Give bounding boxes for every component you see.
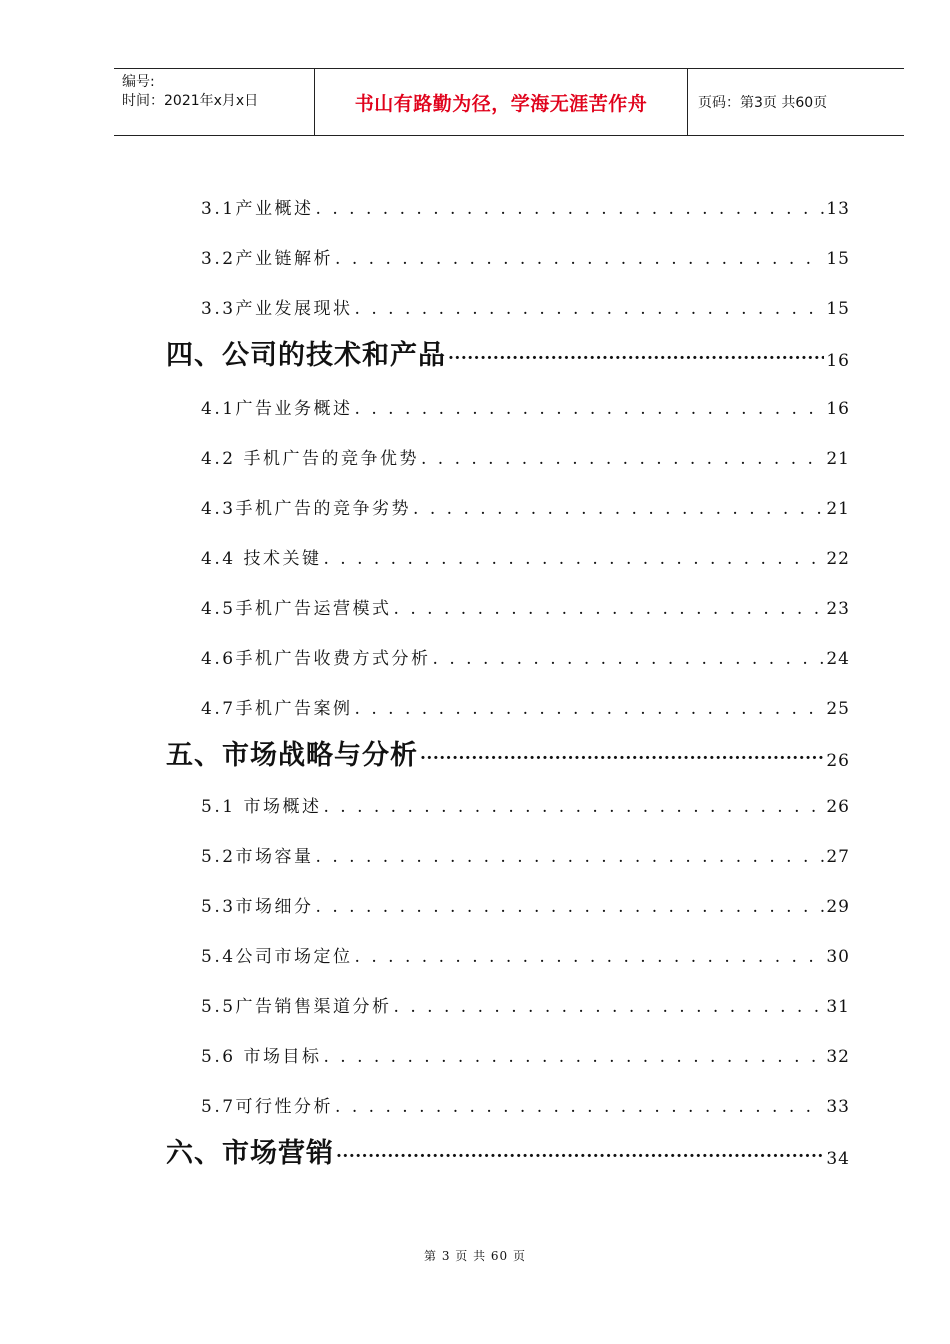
- toc-entry-page-number: 22: [826, 549, 850, 569]
- toc-chapter-entry[interactable]: [166, 338, 850, 374]
- toc-entry-page-number: 25: [826, 699, 850, 719]
- toc-dot-leader: [448, 336, 824, 372]
- toc-entry-title: 5.4公司市场定位: [201, 947, 353, 967]
- toc-entry-title: 4.4 技术关键: [201, 549, 322, 569]
- toc-dot-leader: [335, 246, 824, 272]
- toc-entry-title: 4.1广告业务概述: [201, 399, 353, 419]
- toc-chapter-entry[interactable]: [166, 1136, 850, 1172]
- toc-dot-leader: [355, 296, 825, 322]
- page-footer: 第 3 页 共 60 页: [424, 1249, 526, 1263]
- toc-dot-leader: [394, 596, 825, 622]
- toc-entry-title: 5.6 市场目标: [201, 1047, 322, 1067]
- toc-dot-leader: [420, 736, 824, 772]
- toc-section-entry[interactable]: [201, 794, 850, 820]
- toc-entry-title: 5.7可行性分析: [201, 1097, 334, 1117]
- toc-entry-page-number: 32: [826, 1047, 850, 1067]
- header-motto: 书山有路勤为径，学海无涯苦作舟: [315, 69, 688, 135]
- toc-section-entry[interactable]: [201, 296, 850, 322]
- toc-entry-page-number: 15: [826, 299, 850, 319]
- toc-entry-title: 4.5手机广告运营模式: [201, 599, 392, 619]
- toc-dot-leader: [355, 396, 825, 422]
- toc-section-entry[interactable]: [201, 994, 850, 1020]
- toc-dot-leader: [394, 994, 825, 1020]
- toc-dot-leader: [323, 1044, 824, 1070]
- toc-dot-leader: [335, 1094, 824, 1120]
- toc-entry-title: 3.1产业概述: [201, 199, 314, 219]
- toc-entry-title: 4.2 手机广告的竞争优势: [201, 449, 419, 469]
- toc-section-entry[interactable]: [201, 1044, 850, 1070]
- toc-section-entry[interactable]: [201, 196, 850, 222]
- toc-section-entry[interactable]: [201, 894, 850, 920]
- toc-section-entry[interactable]: [201, 696, 850, 722]
- toc-dot-leader: [323, 546, 824, 572]
- toc-dot-leader: [336, 1134, 824, 1170]
- toc-entry-title: 3.2产业链解析: [201, 249, 334, 269]
- header-page-info: 页码：第3页 共60页: [698, 95, 828, 111]
- document-number-label: 编号:: [122, 74, 155, 90]
- toc-dot-leader: [413, 496, 824, 522]
- toc-entry-page-number: 31: [826, 997, 850, 1017]
- toc-section-entry[interactable]: [201, 1094, 850, 1120]
- toc-entry-title: 4.6手机广告收费方式分析: [201, 649, 431, 669]
- toc-entry-page-number: 21: [826, 499, 850, 519]
- toc-entry-page-number: 26: [826, 751, 850, 771]
- toc-entry-title: 4.3手机广告的竞争劣势: [201, 499, 412, 519]
- toc-section-entry[interactable]: [201, 246, 850, 272]
- toc-dot-leader: [355, 944, 825, 970]
- document-time-label: 时间：2021年x月x日: [122, 93, 259, 109]
- toc-entry-page-number: 24: [826, 649, 850, 669]
- toc-entry-title: 5.1 市场概述: [201, 797, 322, 817]
- toc-section-entry[interactable]: [201, 546, 850, 572]
- toc-dot-leader: [421, 446, 824, 472]
- toc-entry-page-number: 16: [826, 399, 850, 419]
- toc-entry-title: 四、公司的技术和产品: [166, 340, 446, 371]
- toc-entry-title: 5.3市场细分: [201, 897, 314, 917]
- toc-entry-title: 5.5广告销售渠道分析: [201, 997, 392, 1017]
- toc-dot-leader: [323, 794, 824, 820]
- toc-entry-page-number: 13: [826, 199, 850, 219]
- toc-chapter-entry[interactable]: [166, 738, 850, 774]
- toc-entry-page-number: 33: [826, 1097, 850, 1117]
- toc-entry-page-number: 30: [826, 947, 850, 967]
- toc-entry-page-number: 23: [826, 599, 850, 619]
- toc-section-entry[interactable]: [201, 944, 850, 970]
- toc-entry-page-number: 16: [826, 351, 850, 371]
- toc-section-entry[interactable]: [201, 446, 850, 472]
- toc-entry-title: 4.7手机广告案例: [201, 699, 353, 719]
- toc-entry-title: 六、市场营销: [166, 1138, 334, 1169]
- toc-entry-page-number: 34: [826, 1149, 850, 1169]
- toc-dot-leader: [316, 894, 825, 920]
- toc-section-entry[interactable]: [201, 844, 850, 870]
- toc-entry-page-number: 21: [826, 449, 850, 469]
- toc-entry-page-number: 27: [826, 847, 850, 867]
- toc-entry-page-number: 26: [826, 797, 850, 817]
- header-meta: [114, 69, 315, 135]
- toc-section-entry[interactable]: [201, 396, 850, 422]
- toc-section-entry[interactable]: [201, 496, 850, 522]
- toc-dot-leader: [316, 196, 825, 222]
- toc-entry-title: 五、市场战略与分析: [166, 740, 418, 771]
- toc-dot-leader: [316, 844, 825, 870]
- page-header: [114, 68, 904, 136]
- toc-section-entry[interactable]: [201, 596, 850, 622]
- toc-dot-leader: [355, 696, 825, 722]
- toc-dot-leader: [433, 646, 825, 672]
- toc-entry-page-number: 29: [826, 897, 850, 917]
- toc-entry-title: 3.3产业发展现状: [201, 299, 353, 319]
- toc-section-entry[interactable]: [201, 646, 850, 672]
- toc-entry-title: 5.2市场容量: [201, 847, 314, 867]
- toc-entry-page-number: 15: [826, 249, 850, 269]
